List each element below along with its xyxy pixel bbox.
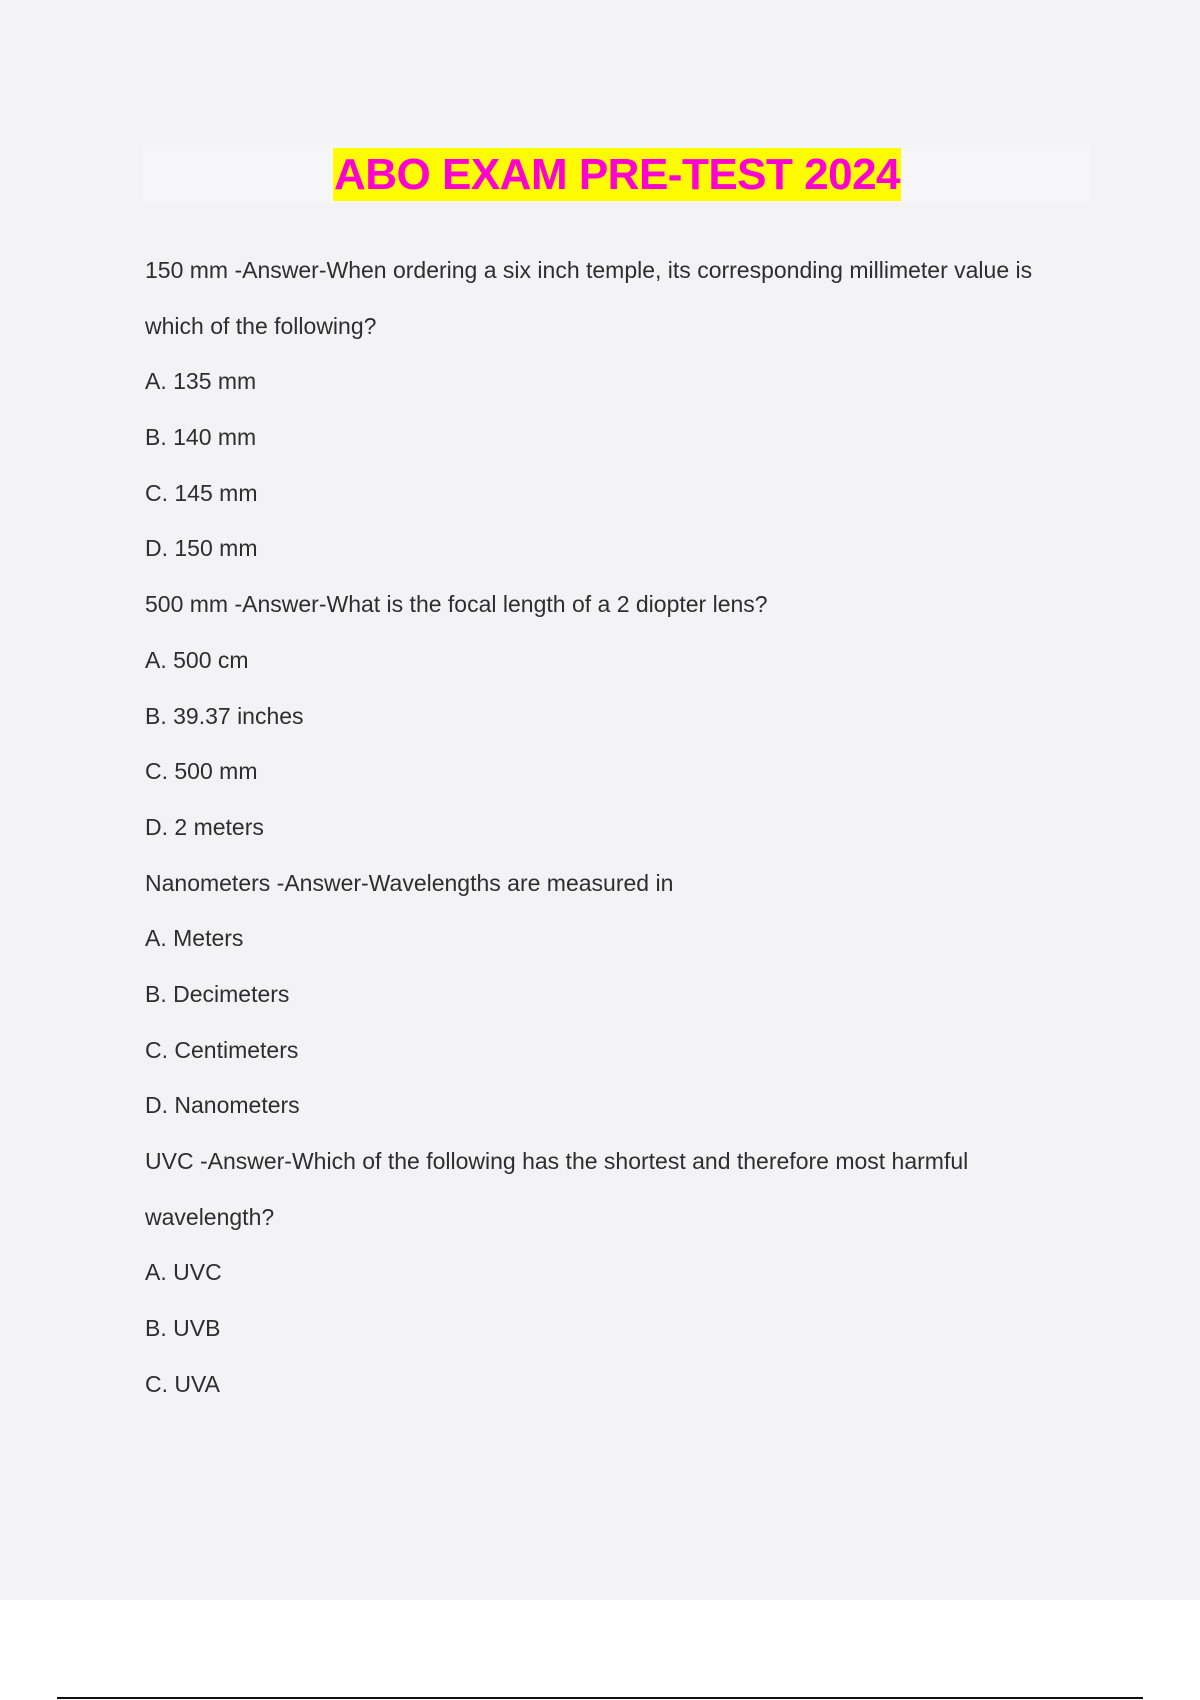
answer-option: A. UVC <box>145 1259 222 1286</box>
answer-option: D. 150 mm <box>145 535 258 562</box>
answer-option: A. 135 mm <box>145 368 257 395</box>
answer-option: D. Nanometers <box>145 1092 300 1119</box>
answer-option: B. 140 mm <box>145 424 257 451</box>
footer-divider <box>57 1697 1143 1699</box>
question-line: 150 mm -Answer-When ordering a six inch temple, its corresponding millimeter value is <box>145 257 1033 283</box>
answer-option: D. 2 meters <box>145 813 264 840</box>
answer-option: A. 500 cm <box>145 646 249 673</box>
answer-option: C. Centimeters <box>145 1036 299 1063</box>
question-list <box>145 250 1085 1419</box>
answer-option: A. Meters <box>145 925 244 952</box>
answer-option: B. Decimeters <box>145 980 290 1007</box>
title-band <box>143 145 1091 203</box>
question-line: which of the following? <box>145 312 377 339</box>
question-line: wavelength? <box>145 1203 275 1230</box>
answer-option: B. UVB <box>145 1315 221 1342</box>
document-title: ABO EXAM PRE-TEST 2024 <box>333 150 901 199</box>
question-line: UVC -Answer-Which of the following has the shortest and therefore most harmful <box>145 1148 969 1174</box>
question-line: 500 mm -Answer-What is the focal length of a 2 diopter lens? <box>145 591 768 618</box>
answer-option: C. 145 mm <box>145 479 258 506</box>
question-line: Nanometers -Answer-Wavelengths are measured in <box>145 869 674 896</box>
answer-option: C. 500 mm <box>145 758 258 785</box>
answer-option: C. UVA <box>145 1370 220 1397</box>
answer-option: B. 39.37 inches <box>145 702 304 729</box>
